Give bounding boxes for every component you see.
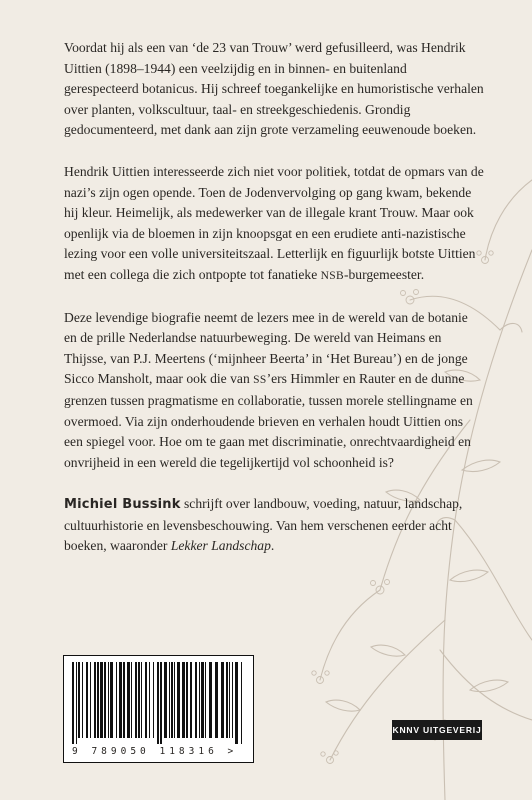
publisher-logo: KNNV UITGEVERIJ [392, 720, 482, 740]
paragraph-intro: Voordat hij als een van ‘de 23 van Trouw’ werd gefusilleerd, was Hendrik Uittien (1898–1944) een veelzijdig en in binnen- en buitenland gerespecteerd botanicus. Hij schreef toegankelijke en humoristische verhalen over planten, volkscultuur, taal- en streekgeschiedenis. Grondig gedocumenteerd, met dank aan zijn grote verzameling eeuwenoude boeken. [64, 40, 484, 138]
paragraph-politics: Hendrik Uittien interesseerde zich niet voor politiek, totdat de opmars van de nazi’s zijn ogen opende. Toen de Jodenvervolging op gang kwam, bekende hij kleur. Heimelijk, als medewerker van de illegale krant Trouw. Maar ook openlijk via de bloemen in zijn knoopsgat en een erudiete anti-nazistische lezing voor een volle universiteitszaal. Letterlijk en figuurlijk botste Uittien met een collega die zich ontpopte tot fanatieke NSB-burgemeester. [64, 163, 484, 282]
previous-book-title: Lekker Landschap [170, 538, 271, 554]
nsb-abbrev: NSB [320, 269, 344, 282]
paragraph-author: Michiel Bussink schrijft over landbouw, voeding, natuur, landschap, cultuurhistorie en levensbeschouwing. Van hem verschenen eerder acht boeken, waaronder Lekker Landschap. [64, 496, 463, 554]
barcode-bars [70, 662, 248, 744]
isbn-number: 9 789050 118316 > [72, 746, 238, 757]
paragraph-biography: Deze levendige biografie neemt de lezers mee in de wereld van de botanie en de prille Nederlandse natuurbeweging. De wereld van Heimans en Thijsse, van P.J. Meertens (‘mijnheer Beerta’ in ‘Het Bureau’) en de jonge Sicco Mansholt, maar ook die van SS’ers Himmler en Rauter en de dunne grenzen tussen pragmatisme en collaboratie, tussen morele stellingname en overmoed. Via zijn onderhoudende brieven en verhalen houdt Uittien ons een spiegel voor. Hoe om te gaan met discriminatie, onrechtvaardigheid en onvrijheid in een wereld die tegelijkertijd vol schoonheid is? [64, 309, 473, 470]
author-name: Michiel Bussink [64, 497, 181, 513]
isbn-barcode [63, 655, 254, 763]
ss-abbrev: SS [253, 374, 267, 387]
blurb-text [64, 38, 484, 578]
